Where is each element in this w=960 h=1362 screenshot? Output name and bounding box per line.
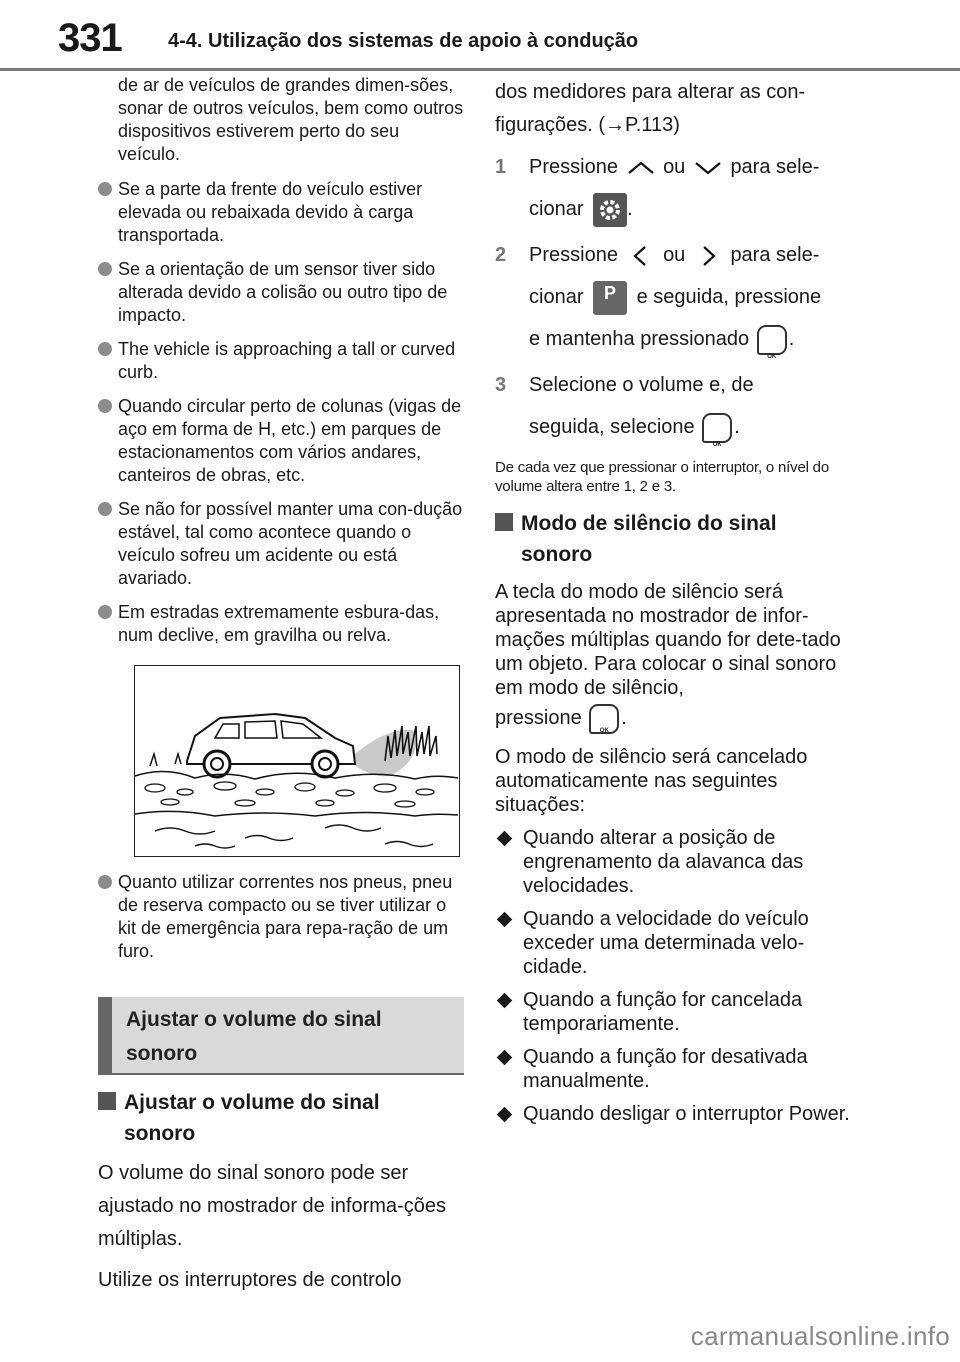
step-number: 1 (495, 156, 507, 178)
cancel-case-item: Quando desligar o interruptor Power. (495, 1102, 865, 1126)
step-1: 1 Pressione ou para sele- cionar . (495, 146, 865, 230)
bullet-dot (98, 875, 112, 889)
diamond-bullet-icon (497, 831, 513, 847)
chevron-left-icon (624, 244, 658, 268)
step-number: 2 (495, 244, 507, 266)
chapter-title: 4-4. Utilização dos sistemas de apoio à condução (168, 30, 639, 52)
volume-note: De cada vez que pressionar o interruptor, o nível do volume altera entre 1, 2 e 3. (495, 459, 829, 495)
controls-paragraph: Utilize os interruptores de controlo (98, 1269, 402, 1291)
subheading-mute: Modo de silêncio do sinal sonoro (495, 508, 865, 570)
square-bullet-icon (495, 513, 513, 531)
diamond-bullet-icon (497, 993, 513, 1009)
bullet-dot (98, 605, 112, 619)
cancel-case-item: Quando a função for desativada manualmente. (495, 1045, 865, 1093)
left-column (98, 74, 466, 1297)
ok-button-icon: OK (702, 413, 732, 443)
mute-paragraph: A tecla do modo de silêncio será apresentada no mostrador de infor-mações múltiplas quando for dete-tado um objeto. Para colocar o sinal sonoro em modo de silêncio, (495, 581, 841, 699)
cancel-case-item: Quando alterar a posição de engrenamento da alavanca das velocidades. (495, 826, 865, 898)
continued-paragraph-right: dos medidores para alterar as con-figurações. (→P.113) (495, 81, 806, 136)
bullet-item: Quanto utilizar correntes nos pneus, pneu de reserva compacto ou se tiver utilizar o kit de emergência para repa-ração de um furo. (98, 871, 466, 963)
bullet-dot (98, 262, 112, 276)
bullet-item: Em estradas extremamente esbura-das, num declive, em gravilha ou relva. (98, 601, 466, 647)
bullet-item: Quando circular perto de colunas (vigas de aço em forma de H, etc.) em parques de estacionamentos com vários andares, canteiros de obras, etc. (98, 395, 466, 487)
ok-button-icon: OK (589, 704, 619, 734)
right-column (495, 74, 865, 1126)
step-2: 2 Pressione ou para sele- cionar P e seguida, pressione e mantenha pressionado OK . (495, 234, 865, 360)
suv-on-rough-terrain-icon (135, 666, 458, 855)
chevron-up-icon (624, 158, 658, 178)
bullet-dot (98, 182, 112, 196)
diamond-bullet-icon (497, 1050, 513, 1066)
bullet-item: Se a parte da frente do veículo estiver elevada ou rebaixada devido à carga transportada. (98, 178, 466, 247)
diamond-bullet-icon (497, 1107, 513, 1123)
bullet-item: The vehicle is approaching a tall or curved curb. (98, 338, 466, 384)
watermark: carmanualsonline.info (690, 1321, 950, 1351)
square-bullet-icon (98, 1092, 116, 1110)
section-heading-line1: Ajustar o volume do sinal (126, 1008, 382, 1031)
chevron-down-icon (691, 158, 725, 178)
header-divider (0, 68, 960, 71)
bullet-item: Se a orientação de um sensor tiver sido alterada devido a colisão ou outro tipo de impacto. (98, 258, 466, 327)
chevron-right-icon (691, 244, 725, 268)
section-heading-line2: sonoro (126, 1042, 198, 1065)
ok-button-icon: OK (757, 325, 787, 355)
diamond-bullet-icon (497, 912, 513, 928)
rough-road-illustration (134, 665, 460, 857)
step-number: 3 (495, 374, 507, 396)
page-number: 331 (58, 16, 122, 60)
settings-gear-icon (593, 193, 627, 227)
press-line: pressione OK . (495, 702, 865, 735)
cancel-paragraph: O modo de silêncio será cancelado automaticamente nas seguintes situações: (495, 746, 808, 816)
bullet-dot (98, 342, 112, 356)
step-3: 3 Selecione o volume e, de seguida, selecione OK . (495, 364, 865, 448)
bullet-item: Se não for possível manter uma con-dução estável, tal como acontece quando o veículo sofreu um acidente ou está avariado. (98, 498, 466, 590)
volume-paragraph: O volume do sinal sonoro pode ser ajustado no mostrador de informa-ções múltiplas. (98, 1162, 446, 1250)
cancel-case-item: Quando a velocidade do veículo exceder uma determinada velo-cidade. (495, 907, 865, 979)
parking-sensor-icon: P (593, 281, 627, 315)
section-heading-box (98, 997, 464, 1075)
subheading-volume: Ajustar o volume do sinal sonoro (98, 1087, 466, 1149)
continued-paragraph: de ar de veículos de grandes dimen-sões, sonar de outros veículos, bem como outros dispositivos estiverem perto do seu veículo. (118, 75, 464, 164)
cancel-case-item: Quando a função for cancelada temporariamente. (495, 988, 865, 1036)
bullet-dot (98, 502, 112, 516)
bullet-dot (98, 399, 112, 413)
